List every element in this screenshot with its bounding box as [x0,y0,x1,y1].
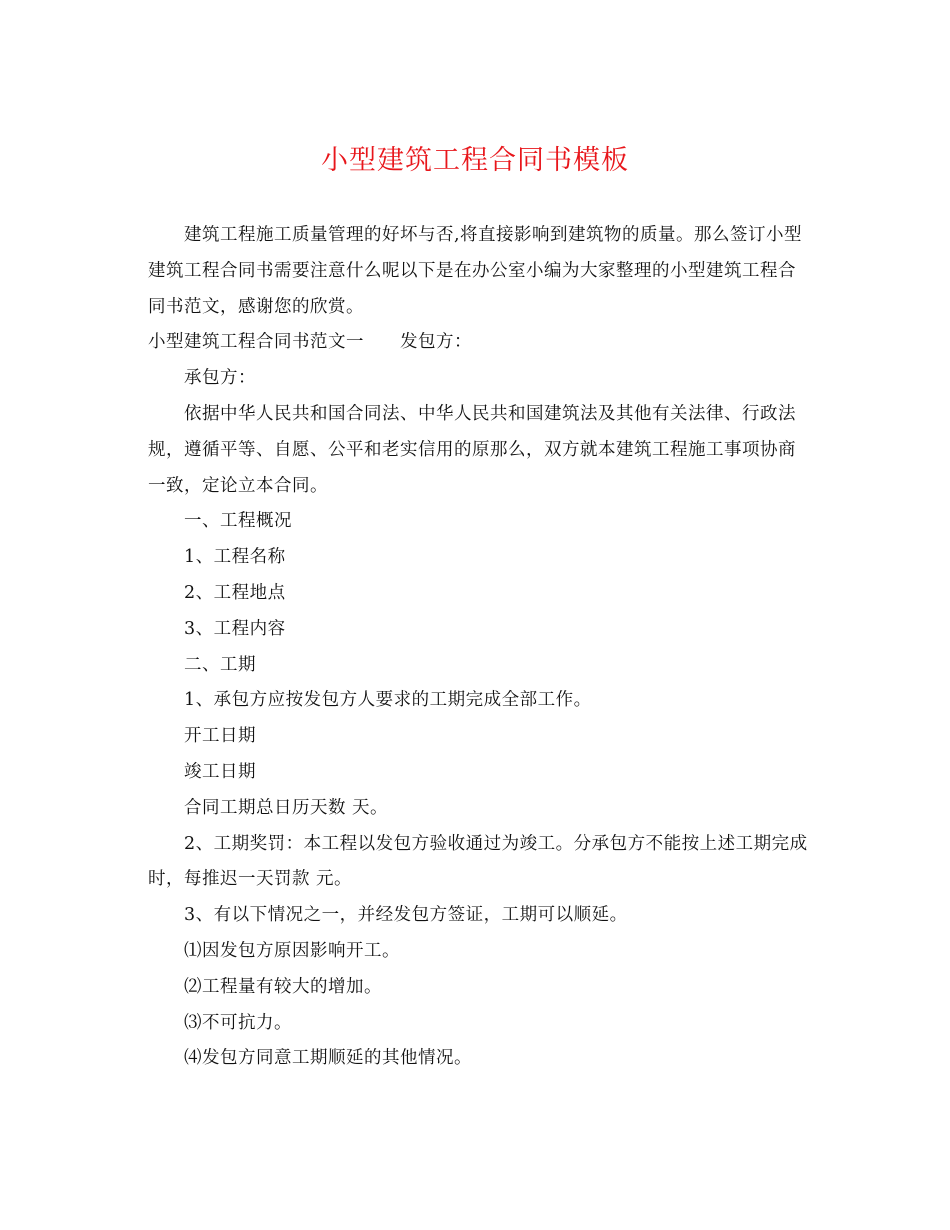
total-days-label: 合同工期总日历天数 天。 [184,797,389,818]
party-a-label: 发包方： [400,332,472,353]
list-item: 3、工程内容 [184,618,286,639]
condition-item: ⑴因发包方原因影响开工。 [184,940,400,961]
list-item: 1、承包方应按发包方人要求的工期完成全部工作。 [184,690,592,711]
list-item: 3、有以下情况之一，并经发包方签证，工期可以顺延。 [184,905,628,926]
condition-item: ⑷发包方同意工期顺延的其他情况。 [184,1048,472,1069]
section-heading: 一、工程概况 [184,511,292,532]
sample-heading: 小型建筑工程合同书范文一 [148,332,364,353]
preamble-paragraph: 依据中华人民共和国合同法、中华人民共和国建筑法及其他有关法律、行政法规，遵循平等、自愿、公平和老实信用的原那么，双方就本建筑工程施工事项协商一致，定论立本合同。 [148,403,796,496]
section-heading: 二、工期 [184,654,256,675]
intro-paragraph: 建筑工程施工质量管理的好坏与否,将直接影响到建筑物的质量。那么签订小型建筑工程合同书需要注意什么呢以下是在办公室小编为大家整理的小型建筑工程合同书范文，感谢您的欣赏。 [148,225,803,317]
document-title: 小型建筑工程合同书模板 [321,145,629,176]
party-b-label: 承包方： [184,368,256,389]
list-item: 2、工期奖罚：本工程以发包方验收通过为竣工。分承包方不能按上述工期完成时，每推迟一天罚款 元。 [148,833,808,890]
condition-item: ⑵工程量有较大的增加。 [184,976,382,997]
condition-item: ⑶不可抗力。 [184,1012,292,1033]
sample-heading-line [148,325,808,361]
list-item: 1、工程名称 [184,547,286,568]
end-date-label: 竣工日期 [184,761,256,782]
start-date-label: 开工日期 [184,726,256,747]
list-item: 2、工程地点 [184,582,286,603]
document-body [148,218,808,1077]
